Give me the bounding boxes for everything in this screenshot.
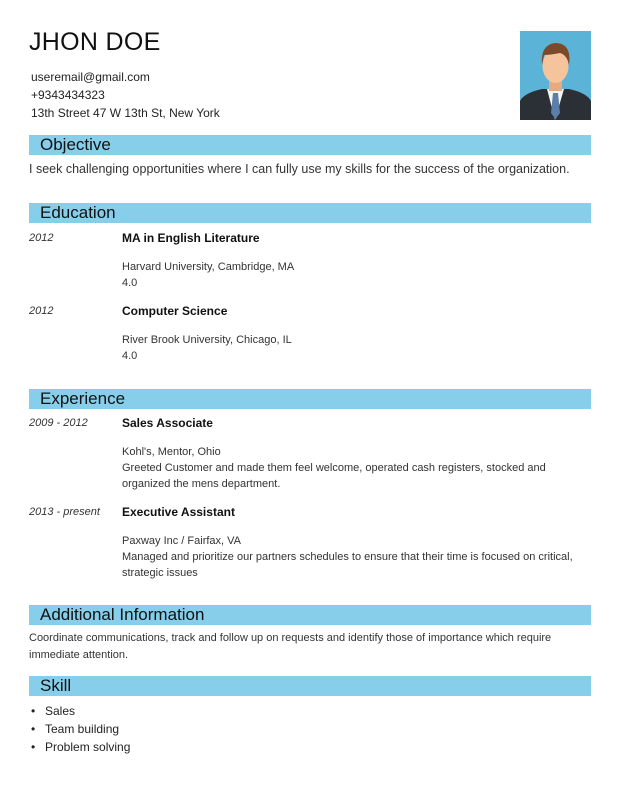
objective-text: I seek challenging opportunities where I can fully use my skills for the success of the organization. [29, 162, 570, 176]
email: useremail@gmail.com [31, 70, 150, 84]
phone: +9343434323 [31, 88, 105, 102]
education-institution: Harvard University, Cambridge, MA [122, 261, 295, 273]
section-header-additional-information [29, 605, 591, 625]
bullet-icon: • [31, 740, 36, 754]
bullet-icon: • [31, 722, 36, 736]
person-avatar-icon [520, 31, 591, 120]
section-header-objective [29, 135, 591, 155]
section-title: Education [40, 203, 116, 222]
education-institution: River Brook University, Chicago, IL [122, 334, 292, 346]
section-title: Objective [40, 135, 111, 154]
additional-text: immediate attention. [29, 649, 129, 661]
education-gpa: 4.0 [122, 350, 138, 362]
section-title: Experience [40, 389, 126, 408]
section-title: Additional Information [40, 605, 205, 624]
education-title: Computer Science [122, 304, 228, 318]
education-date: 2012 [29, 232, 54, 244]
skill-item: Problem solving [45, 740, 131, 754]
experience-description: Managed and prioritize our partners schedules to ensure that their time is focused on critical, [122, 551, 573, 563]
experience-description: organized the mens department. [122, 478, 281, 490]
section-title: Skill [40, 676, 72, 695]
skill-item: Sales [45, 704, 76, 718]
experience-description: strategic issues [122, 567, 198, 579]
experience-date: 2009 - 2012 [29, 417, 88, 429]
additional-text: Coordinate communications, track and follow up on requests and identify those of importance which require [29, 632, 552, 644]
experience-date: 2013 - present [29, 506, 100, 518]
section-header-skill [29, 676, 591, 696]
experience-description: Greeted Customer and made them feel welcome, operated cash registers, stocked and [122, 462, 546, 474]
experience-company: Paxway Inc / Fairfax, VA [122, 535, 242, 547]
candidate-name: JHON DOE [29, 28, 161, 56]
address: 13th Street 47 W 13th St, New York [31, 106, 220, 120]
education-title: MA in English Literature [122, 231, 260, 245]
section-header-education [29, 203, 591, 223]
experience-company: Kohl's, Mentor, Ohio [122, 446, 221, 458]
education-date: 2012 [29, 305, 54, 317]
bullet-icon: • [31, 704, 36, 718]
skill-item: Team building [45, 722, 120, 736]
section-header-experience [29, 389, 591, 409]
experience-title: Executive Assistant [122, 505, 235, 519]
experience-title: Sales Associate [122, 416, 213, 430]
education-gpa: 4.0 [122, 277, 138, 289]
